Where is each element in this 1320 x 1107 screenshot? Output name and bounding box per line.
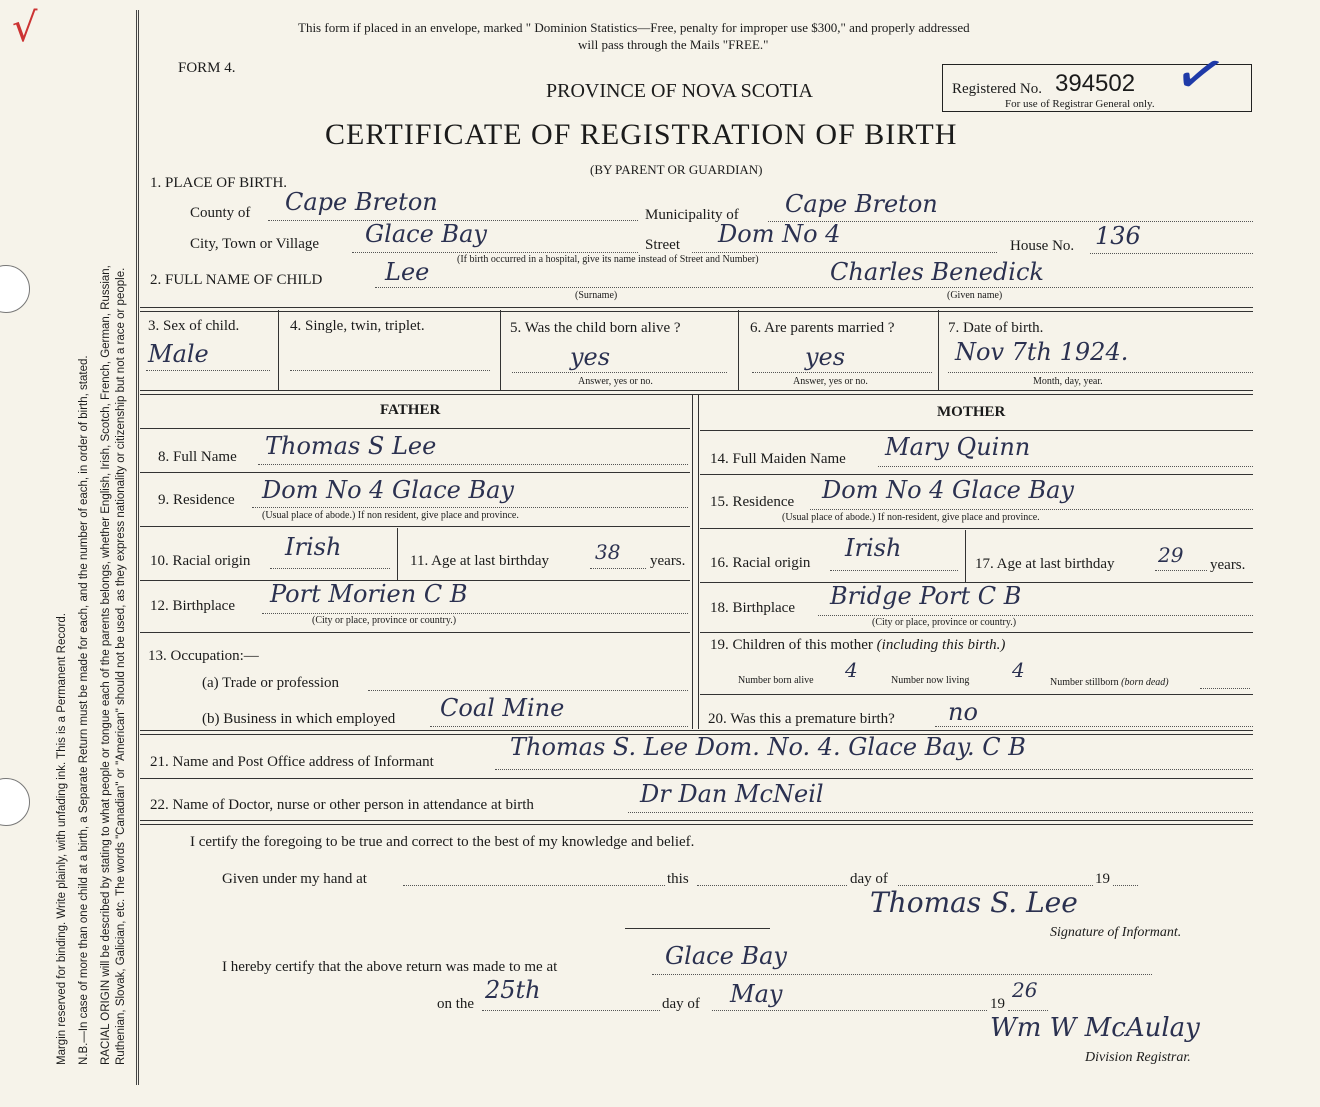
place-heading: 1. PLACE OF BIRTH. [150, 175, 288, 191]
now-living-value: 4 [1012, 658, 1025, 682]
surname-note: (Surname) [575, 290, 618, 301]
registrar-label: Division Registrar. [1085, 1050, 1191, 1065]
answer-note: Answer, yes or no. [793, 376, 868, 387]
street-value: Dom No 4 [718, 220, 841, 248]
mail-notice-2: will pass through the Mails "FREE." [578, 37, 769, 52]
mother-residence-label: 15. Residence [710, 494, 795, 510]
premature-value: no [948, 698, 978, 726]
divider [140, 390, 1253, 395]
return-label: I hereby certify that the above return was made to me at [222, 959, 558, 975]
business-label: (b) Business in which employed [202, 711, 396, 727]
children-note: (including this birth.) [876, 637, 1006, 653]
municipality-label: Municipality of [645, 207, 739, 223]
informant-value: Thomas S. Lee Dom. No. 4. Glace Bay. C B [510, 733, 1026, 761]
alive-value: yes [570, 343, 611, 371]
child-name-label: 2. FULL NAME OF CHILD [150, 272, 323, 288]
divider [140, 307, 1253, 312]
sex-label: 3. Sex of child. [148, 318, 240, 334]
mother-residence-note: (Usual place of abode.) If non-resident, give place and province. [782, 512, 1040, 523]
informant-signature: Thomas S. Lee [870, 886, 1078, 919]
given-name-note: (Given name) [947, 290, 1003, 301]
day-of-label: day of [850, 871, 888, 887]
years-label: years. [1210, 557, 1246, 573]
father-birthplace-label: 12. Birthplace [150, 598, 235, 614]
married-value: yes [805, 343, 846, 371]
born-alive-label: Number born alive [738, 675, 814, 686]
sex-value: Male [148, 340, 209, 368]
return-place: Glace Bay [665, 942, 787, 970]
mother-racial: Irish [845, 534, 902, 562]
born-alive-value: 4 [845, 658, 858, 682]
plurality-label: 4. Single, twin, triplet. [290, 318, 425, 334]
margin-note-racial-origin-2: Ruthenian, Slovak, Galician, etc. The words "Canadian" or "American" should not be used, as they express nationality or citizenship but not a race or people. [115, 267, 127, 1065]
divider [140, 820, 1253, 825]
mother-racial-label: 16. Racial origin [710, 555, 811, 571]
mother-birthplace-label: 18. Birthplace [710, 600, 795, 616]
father-business: Coal Mine [440, 694, 565, 722]
stillborn-note: (born dead) [1121, 677, 1169, 688]
margin-note-racial-origin: RACIAL ORIGIN will be described by stating to what people or tongue each of the parents belongs, whether English, Irish, Scotch, French, German, Russian, [100, 265, 112, 1065]
father-racial: Irish [285, 533, 342, 561]
mother-name-label: 14. Full Maiden Name [710, 451, 846, 467]
registrar-signature: Wm W McAulay [990, 1013, 1200, 1043]
margin-rule [136, 10, 139, 1085]
father-racial-label: 10. Racial origin [150, 553, 251, 569]
registered-label: Registered No. [952, 81, 1042, 97]
premature-label: 20. Was this a premature birth? [708, 711, 895, 727]
stillborn-label-text: Number stillborn [1050, 677, 1119, 688]
dob-note: Month, day, year. [1033, 376, 1103, 387]
trade-label: (a) Trade or profession [202, 675, 340, 691]
binding-hole [0, 265, 30, 313]
page-title: CERTIFICATE OF REGISTRATION OF BIRTH [325, 118, 958, 151]
doctor-label: 22. Name of Doctor, nurse or other person in attendance at birth [150, 797, 534, 813]
house-value: 136 [1095, 222, 1141, 250]
hospital-note: (If birth occurred in a hospital, give its name instead of Street and Number) [457, 254, 759, 265]
check-mark-icon: √ [12, 5, 38, 51]
day-of-label: day of [662, 996, 700, 1012]
return-year: 26 [1012, 978, 1038, 1002]
married-label: 6. Are parents married ? [750, 320, 895, 336]
children-label-text: 19. Children of this mother [710, 637, 873, 653]
father-residence-label: 9. Residence [158, 492, 235, 508]
dob-value: Nov 7th 1924. [955, 338, 1129, 366]
mother-name: Mary Quinn [885, 433, 1031, 461]
mother-age: 29 [1158, 543, 1184, 567]
child-surname: Lee [385, 258, 430, 286]
father-age: 38 [595, 540, 621, 564]
mother-heading: MOTHER [937, 404, 1006, 420]
binding-hole [0, 778, 30, 826]
page-subtitle: (BY PARENT OR GUARDIAN) [590, 162, 763, 177]
check-mark-icon: ✓ [1166, 34, 1234, 116]
father-heading: FATHER [380, 402, 441, 418]
on-the-label: on the [437, 996, 475, 1012]
mother-age-label: 17. Age at last birthday [975, 556, 1115, 572]
stillborn-label [1050, 677, 1169, 688]
father-name: Thomas S Lee [265, 432, 437, 460]
form-number: FORM 4. [178, 60, 236, 76]
child-given-name: Charles Benedick [830, 258, 1044, 286]
certification-statement: I certify the foregoing to be true and correct to the best of my knowledge and belief. [190, 834, 695, 850]
father-birthplace: Port Morien C B [270, 580, 468, 608]
this-label: this [667, 871, 689, 887]
alive-label: 5. Was the child born alive ? [510, 320, 681, 336]
county-value: Cape Breton [285, 188, 438, 216]
father-birthplace-note: (City or place, province or country.) [312, 615, 457, 626]
now-living-label: Number now living [891, 675, 970, 686]
municipality-value: Cape Breton [785, 190, 938, 218]
city-value: Glace Bay [365, 220, 487, 248]
county-label: County of [190, 205, 251, 221]
informant-signature-label: Signature of Informant. [1050, 925, 1182, 940]
street-label: Street [645, 237, 680, 253]
dob-label: 7. Date of birth. [948, 320, 1044, 336]
children-label [710, 637, 1005, 654]
years-label: years. [650, 553, 686, 569]
year-prefix: 19 [990, 996, 1005, 1012]
father-residence-note: (Usual place of abode.) If non resident, give place and province. [262, 510, 519, 521]
margin-note-binding: Margin reserved for binding. Write plainly, with unfading ink. This is a Permanent Record. [56, 613, 68, 1065]
mother-residence: Dom No 4 Glace Bay [822, 476, 1074, 504]
father-residence: Dom No 4 Glace Bay [262, 476, 514, 504]
return-month: May [730, 980, 783, 1008]
given-at-label: Given under my hand at [222, 871, 367, 887]
province-heading: PROVINCE OF NOVA SCOTIA [546, 80, 813, 102]
informant-label: 21. Name and Post Office address of Informant [150, 754, 434, 770]
registered-number: 394502 [1055, 70, 1136, 97]
father-age-label: 11. Age at last birthday [410, 553, 549, 569]
mother-birthplace: Bridge Port C B [830, 582, 1022, 610]
father-name-label: 8. Full Name [158, 449, 237, 465]
margin-note-multiple-births: N.B.—In case of more than one child at a birth, a Separate Return must be made for each, and the number of each, in order of birth, stated. [78, 355, 90, 1065]
city-label: City, Town or Village [190, 236, 320, 252]
doctor-value: Dr Dan McNeil [640, 780, 824, 808]
year-prefix: 19 [1095, 871, 1110, 887]
house-label: House No. [1010, 238, 1075, 254]
occupation-label: 13. Occupation:— [148, 648, 259, 664]
return-day: 25th [485, 976, 541, 1004]
mother-birthplace-note: (City or place, province or country.) [872, 617, 1017, 628]
mail-notice: This form if placed in an envelope, marked " Dominion Statistics—Free, penalty for improper use $300," and properly addressed [298, 20, 970, 35]
answer-note: Answer, yes or no. [578, 376, 653, 387]
registrar-note: For use of Registrar General only. [1005, 98, 1155, 110]
